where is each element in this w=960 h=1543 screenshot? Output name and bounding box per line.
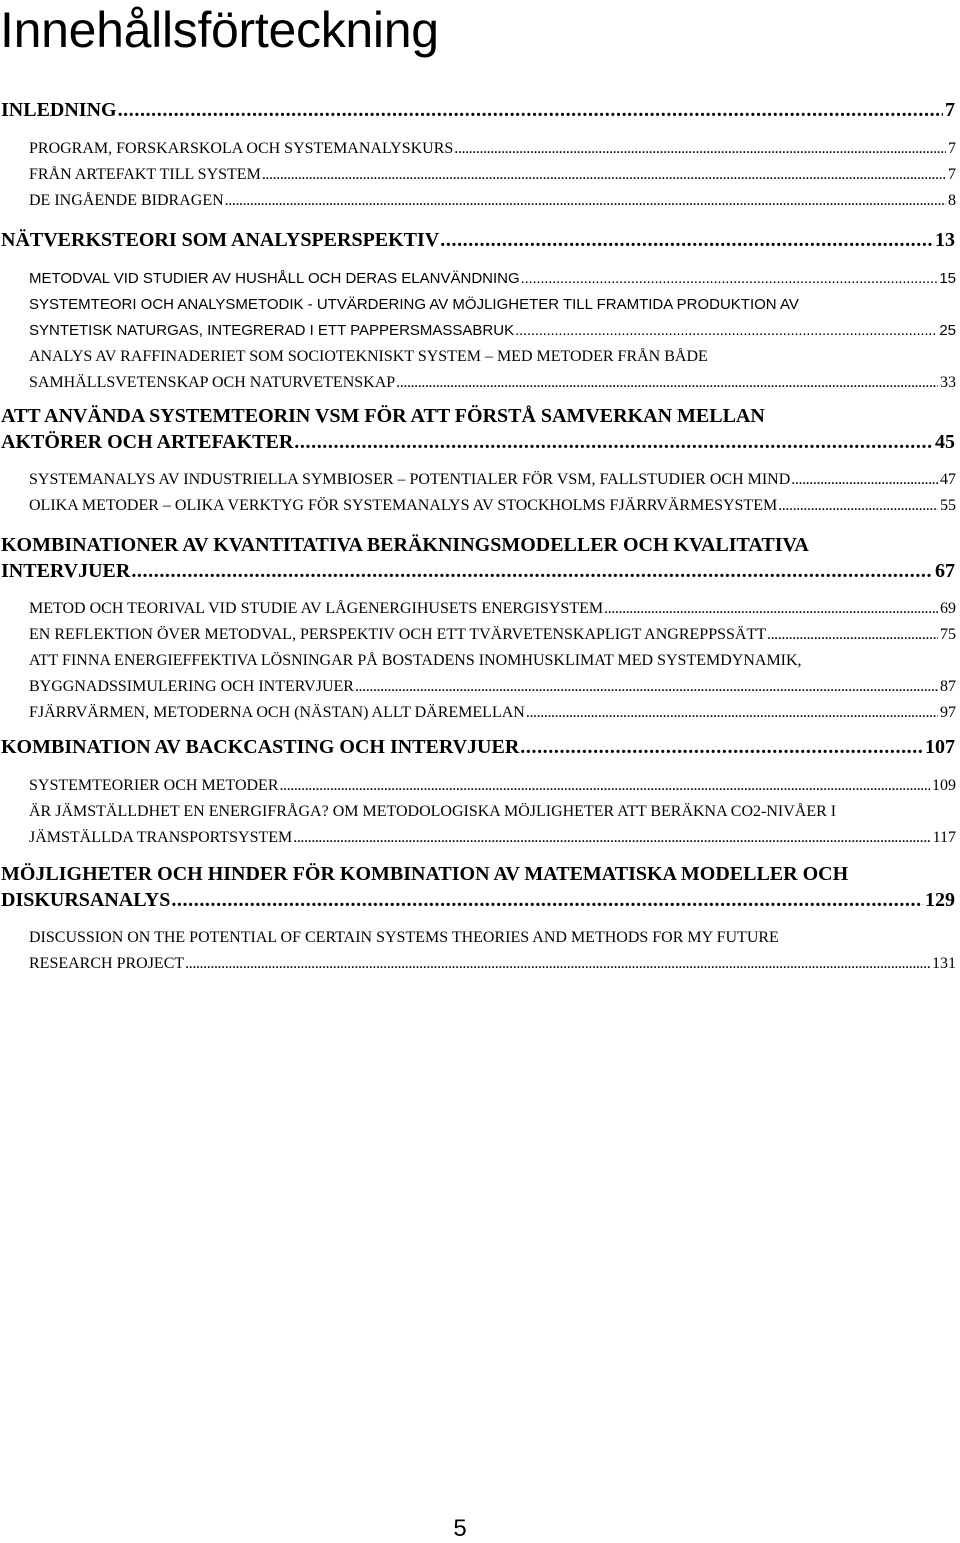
- toc-section-entry[interactable]: [29, 925, 956, 977]
- toc-chapter-entry[interactable]: [1, 734, 955, 760]
- toc-entry-title-line: EN REFLEKTION ÖVER METODVAL, PERSPEKTIV OCH ETT TVÄRVETENSKAPLIGT ANGREPPSSÄTT: [29, 626, 766, 643]
- toc-page-number: 97: [940, 704, 956, 721]
- toc-entry-title-line: DISCUSSION ON THE POTENTIAL OF CERTAIN SYSTEMS THEORIES AND METHODS FOR MY FUTURE: [29, 929, 779, 946]
- dot-leader: [171, 887, 923, 913]
- dot-leader: [520, 734, 923, 760]
- dot-leader: [515, 318, 937, 344]
- toc-entry-title-line: OLIKA METODER – OLIKA VERKTYG FÖR SYSTEMANALYS AV STOCKHOLMS FJÄRRVÄRMESYSTEM: [29, 497, 778, 514]
- toc-section-entry[interactable]: [29, 162, 956, 188]
- toc-section-entry[interactable]: [29, 292, 956, 344]
- toc-entry-title-line: SYSTEMTEORI OCH ANALYSMETODIK - UTVÄRDERING AV MÖJLIGHETER TILL FRAMTIDA PRODUKTION AV: [29, 296, 799, 313]
- page-number: 5: [453, 1515, 467, 1542]
- toc-entry-title-line: KOMBINATION AV BACKCASTING OCH INTERVJUER: [1, 736, 520, 758]
- toc-entry-title-line: FJÄRRVÄRMEN, METODERNA OCH (NÄSTAN) ALLT DÄREMELLAN: [29, 704, 525, 721]
- toc-entry-title-line: NÄTVERKSTEORI SOM ANALYSPERSPEKTIV: [1, 229, 440, 251]
- toc-page-number: 107: [925, 736, 955, 758]
- toc-entry-title-line: BYGGNADSSIMULERING OCH INTERVJUER: [29, 678, 354, 695]
- toc-entry-title-line: MÖJLIGHETER OCH HINDER FÖR KOMBINATION AV MATEMATISKA MODELLER OCH: [1, 863, 849, 885]
- dot-leader: [767, 622, 938, 648]
- toc-section-entry[interactable]: [29, 266, 956, 292]
- toc-section-entry[interactable]: [29, 467, 956, 493]
- toc-entry-title-line: FRÅN ARTEFAKT TILL SYSTEM: [29, 166, 261, 183]
- toc-page-number: 7: [948, 140, 956, 157]
- toc-page-number: 69: [940, 600, 956, 617]
- dot-leader: [262, 162, 946, 188]
- toc-entry-title-line: SYNTETISK NATURGAS, INTEGRERAD I ETT PAPPERSMASSABRUK: [29, 322, 515, 339]
- dot-leader: [396, 370, 938, 396]
- toc-entry-title-line: INTERVJUER: [1, 560, 131, 582]
- dot-leader: [526, 700, 938, 726]
- toc-section-entry[interactable]: [29, 344, 956, 396]
- toc-page-number: 87: [940, 678, 956, 695]
- toc-page-number: 109: [932, 777, 956, 794]
- toc-page-number: 67: [935, 560, 955, 582]
- dot-leader: [225, 188, 946, 214]
- toc-chapter-entry[interactable]: [1, 861, 955, 913]
- toc-page-number: 33: [940, 374, 956, 391]
- dot-leader: [131, 558, 933, 584]
- dot-leader: [280, 773, 931, 799]
- toc-section-entry[interactable]: [29, 622, 956, 648]
- toc-entry-title-line: METOD OCH TEORIVAL VID STUDIE AV LÅGENERGIHUSETS ENERGISYSTEM: [29, 600, 604, 617]
- toc-entry-title-line: ANALYS AV RAFFINADERIET SOM SOCIOTEKNISKT SYSTEM – MED METODER FRÅN BÅDE: [29, 348, 708, 365]
- toc-section-entry[interactable]: [29, 188, 956, 214]
- toc-entry-title-line: PROGRAM, FORSKARSKOLA OCH SYSTEMANALYSKURS: [29, 140, 454, 157]
- toc-chapter-entry[interactable]: [1, 97, 955, 123]
- toc-chapter-entry[interactable]: [1, 532, 955, 584]
- toc-entry-title-line: SAMHÄLLSVETENSKAP OCH NATURVETENSKAP: [29, 374, 396, 391]
- toc-entry-title-line: INLEDNING: [1, 99, 117, 121]
- dot-leader: [118, 97, 943, 123]
- toc-chapter-entry[interactable]: [1, 403, 955, 455]
- dot-leader: [778, 493, 938, 519]
- toc-entry-title-line: METODVAL VID STUDIER AV HUSHÅLL OCH DERAS ELANVÄNDNING: [29, 270, 520, 287]
- toc-section-entry[interactable]: [29, 136, 956, 162]
- dot-leader: [294, 429, 933, 455]
- toc-entry-title-line: ÄR JÄMSTÄLLDHET EN ENERGIFRÅGA? OM METODOLOGISKA MÖJLIGHETER ATT BERÄKNA CO2-NIVÅER I: [29, 803, 837, 820]
- dot-leader: [791, 467, 938, 493]
- toc-page-number: 15: [939, 270, 956, 287]
- toc-page-number: 131: [932, 955, 956, 972]
- toc-entry-title-line: ATT FINNA ENERGIEFFEKTIVA LÖSNINGAR PÅ BOSTADENS INOMHUSKLIMAT MED SYSTEMDYNAMIK,: [29, 652, 802, 669]
- dot-leader: [604, 596, 938, 622]
- toc-page-number: 13: [935, 229, 955, 251]
- toc-entry-title-line: AKTÖRER OCH ARTEFAKTER: [1, 431, 294, 453]
- toc-entry-title-line: SYSTEMANALYS AV INDUSTRIELLA SYMBIOSER – POTENTIALER FÖR VSM, FALLSTUDIER OCH MIND: [29, 471, 791, 488]
- toc-entry-title-line: DISKURSANALYS: [1, 889, 171, 911]
- toc-entry-title-line: SYSTEMTEORIER OCH METODER: [29, 777, 279, 794]
- toc-entry-title-line: RESEARCH PROJECT: [29, 955, 185, 972]
- toc-section-entry[interactable]: [29, 799, 956, 851]
- dot-leader: [454, 136, 946, 162]
- toc-chapter-entry[interactable]: [1, 227, 955, 253]
- dot-leader: [293, 825, 930, 851]
- toc-page-number: 117: [932, 829, 956, 846]
- toc-section-entry[interactable]: [29, 773, 956, 799]
- dot-leader: [521, 266, 938, 292]
- toc-section-entry[interactable]: [29, 700, 956, 726]
- toc-section-entry[interactable]: [29, 596, 956, 622]
- dot-leader: [185, 951, 930, 977]
- toc-page-number: 7: [945, 99, 955, 121]
- toc-entry-title-line: JÄMSTÄLLDA TRANSPORTSYSTEM: [29, 829, 293, 846]
- toc-section-entry[interactable]: [29, 493, 956, 519]
- toc-page-number: 75: [940, 626, 956, 643]
- dot-leader: [355, 674, 938, 700]
- toc-entry-title-line: ATT ANVÄNDA SYSTEMTEORIN VSM FÖR ATT FÖRSTÅ SAMVERKAN MELLAN: [1, 405, 765, 427]
- toc-page-number: 7: [948, 166, 956, 183]
- toc-page-number: 129: [925, 889, 955, 911]
- dot-leader: [440, 227, 933, 253]
- toc-entry-title-line: DE INGÅENDE BIDRAGEN: [29, 192, 224, 209]
- toc-page-number: 8: [948, 192, 956, 209]
- toc-entry-title-line: KOMBINATIONER AV KVANTITATIVA BERÄKNINGSMODELLER OCH KVALITATIVA: [1, 534, 809, 556]
- toc-section-entry[interactable]: [29, 648, 956, 700]
- toc-page-number: 55: [940, 497, 956, 514]
- page-title: Innehållsförteckning: [0, 2, 439, 58]
- toc-page-number: 25: [939, 322, 956, 339]
- toc-page-number: 45: [935, 431, 955, 453]
- toc-page-number: 47: [940, 471, 956, 488]
